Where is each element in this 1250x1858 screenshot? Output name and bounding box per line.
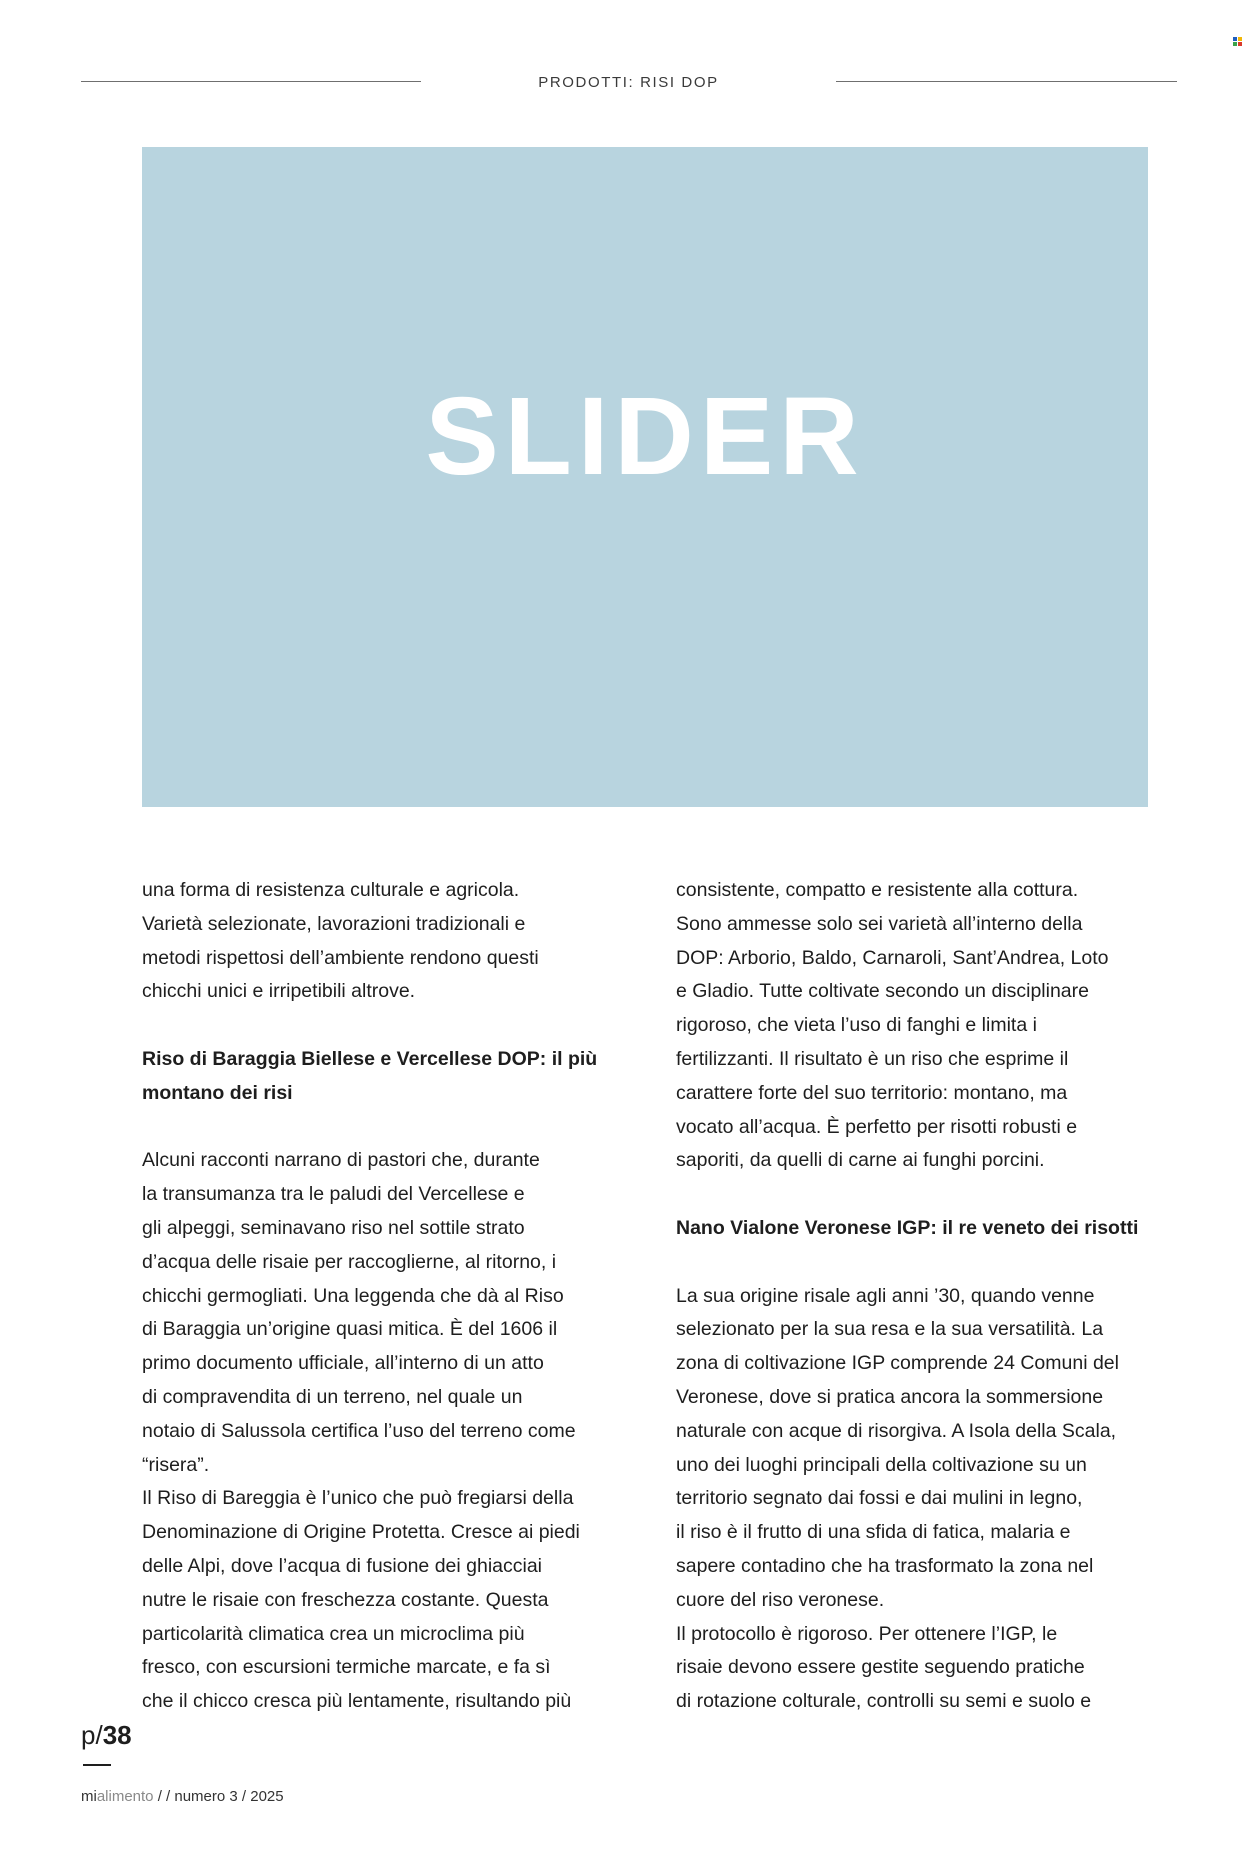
text-line: uno dei luoghi principali della coltivazione su un <box>676 1453 1087 1476</box>
text-line: DOP: Arborio, Baldo, Carnaroli, Sant’Andrea, Loto <box>676 946 1109 969</box>
paragraph <box>142 1482 622 1719</box>
text-line: zona di coltivazione IGP comprende 24 Comuni del <box>676 1352 1119 1375</box>
text-line: montano dei risi <box>142 1081 293 1104</box>
text-line: primo documento ufficiale, all’interno di un atto <box>142 1352 544 1375</box>
text-line: Veronese, dove si pratica ancora la sommersione <box>676 1385 1104 1408</box>
text-line: di rotazione colturale, controlli su semi e suolo e <box>676 1690 1092 1713</box>
issue-info: / / numero 3 / 2025 <box>153 1788 284 1805</box>
image-slider[interactable] <box>142 147 1148 807</box>
section-heading <box>676 1212 1156 1246</box>
header-rule-left <box>81 81 421 82</box>
slider-placeholder-label: SLIDER <box>425 375 865 498</box>
text-line: cuore del riso veronese. <box>676 1588 885 1611</box>
text-line: vocato all’acqua. È perfetto per risotti robusti e <box>676 1115 1078 1138</box>
text-line: Sono ammesse solo sei varietà all’interno della <box>676 912 1083 935</box>
brand-light: alimento <box>96 1788 154 1805</box>
text-line: Riso di Baraggia Biellese e Vercellese DOP: il più <box>142 1047 598 1070</box>
text-line: Alcuni racconti narrano di pastori che, durante <box>142 1149 540 1172</box>
text-line: nutre le risaie con freschezza costante. Questa <box>142 1588 549 1611</box>
text-line: risaie devono essere gestite seguendo pratiche <box>676 1656 1085 1679</box>
text-line: rigoroso, che vieta l’uso di fanghi e limita i <box>676 1014 1037 1037</box>
footer-publication <box>81 1788 284 1805</box>
text-line: chicchi germogliati. Una leggenda che dà al Riso <box>142 1284 564 1307</box>
text-line: la transumanza tra le paludi del Vercellese e <box>142 1183 525 1206</box>
section-label: PRODOTTI: RISI DOP <box>538 74 719 91</box>
text-line: che il chicco cresca più lentamente, risultando più <box>142 1690 572 1713</box>
text-line: particolarità climatica crea un microclima più <box>142 1622 525 1645</box>
text-line: “risera”. <box>142 1453 210 1476</box>
article-column-right <box>676 874 1156 1719</box>
paragraph <box>676 874 1156 1178</box>
paragraph <box>142 874 622 1009</box>
text-line: Il protocollo è rigoroso. Per ottenere l’IGP, le <box>676 1622 1058 1645</box>
paragraph <box>676 1280 1156 1618</box>
section-heading <box>142 1043 622 1111</box>
header-rule-right <box>836 81 1177 82</box>
text-line: carattere forte del suo territorio: montano, ma <box>676 1081 1068 1104</box>
text-line: chicchi unici e irripetibili altrove. <box>142 980 416 1003</box>
text-line: gli alpeggi, seminavano riso nel sottile strato <box>142 1216 525 1239</box>
page-number <box>81 1722 132 1748</box>
text-line: Nano Vialone Veronese IGP: il re veneto dei risotti <box>676 1216 1139 1239</box>
text-line: d’acqua delle risaie per raccoglierne, al ritorno, i <box>142 1250 557 1273</box>
article-column-left <box>142 874 622 1719</box>
text-line: naturale con acque di risorgiva. A Isola della Scala, <box>676 1419 1117 1442</box>
text-line: e Gladio. Tutte coltivate secondo un disciplinare <box>676 980 1089 1003</box>
page-number-value: 38 <box>102 1720 132 1750</box>
text-line: metodi rispettosi dell’ambiente rendono questi <box>142 946 539 969</box>
text-line: notaio di Salussola certifica l’uso del terreno come <box>142 1419 576 1442</box>
paragraph <box>142 1144 622 1482</box>
text-line: il riso è il frutto di una sfida di fatica, malaria e <box>676 1521 1071 1544</box>
brand-bold: mi <box>81 1788 97 1805</box>
text-line: di Baraggia un’origine quasi mitica. È del 1606 il <box>142 1318 558 1341</box>
page-number-underline <box>83 1764 111 1766</box>
text-line: Il Riso di Bareggia è l’unico che può fregiarsi della <box>142 1487 574 1510</box>
text-line: delle Alpi, dove l’acqua di fusione dei ghiacciai <box>142 1554 543 1577</box>
text-line: sapere contadino che ha trasformato la zona nel <box>676 1554 1094 1577</box>
text-line: di compravendita di un terreno, nel quale un <box>142 1385 523 1408</box>
text-line: territorio segnato dai fossi e dai mulini in legno, <box>676 1487 1083 1510</box>
text-line: Varietà selezionate, lavorazioni tradizionali e <box>142 912 526 935</box>
text-line: saporiti, da quelli di carne ai funghi porcini. <box>676 1149 1045 1172</box>
text-line: fresco, con escursioni termiche marcate, e fa sì <box>142 1656 551 1679</box>
text-line: selezionato per la sua resa e la sua versatilità. La <box>676 1318 1104 1341</box>
text-line: Denominazione di Origine Protetta. Cresce ai piedi <box>142 1521 580 1544</box>
text-line: consistente, compatto e resistente alla cottura. <box>676 879 1079 901</box>
text-line: una forma di resistenza culturale e agricola. <box>142 879 520 901</box>
paragraph <box>676 1618 1156 1719</box>
text-line: fertilizzanti. Il risultato è un riso che esprime il <box>676 1047 1069 1070</box>
publisher-logo-icon <box>1233 37 1242 46</box>
page-prefix: p/ <box>81 1720 103 1750</box>
text-line: La sua origine risale agli anni ’30, quando venne <box>676 1284 1095 1307</box>
